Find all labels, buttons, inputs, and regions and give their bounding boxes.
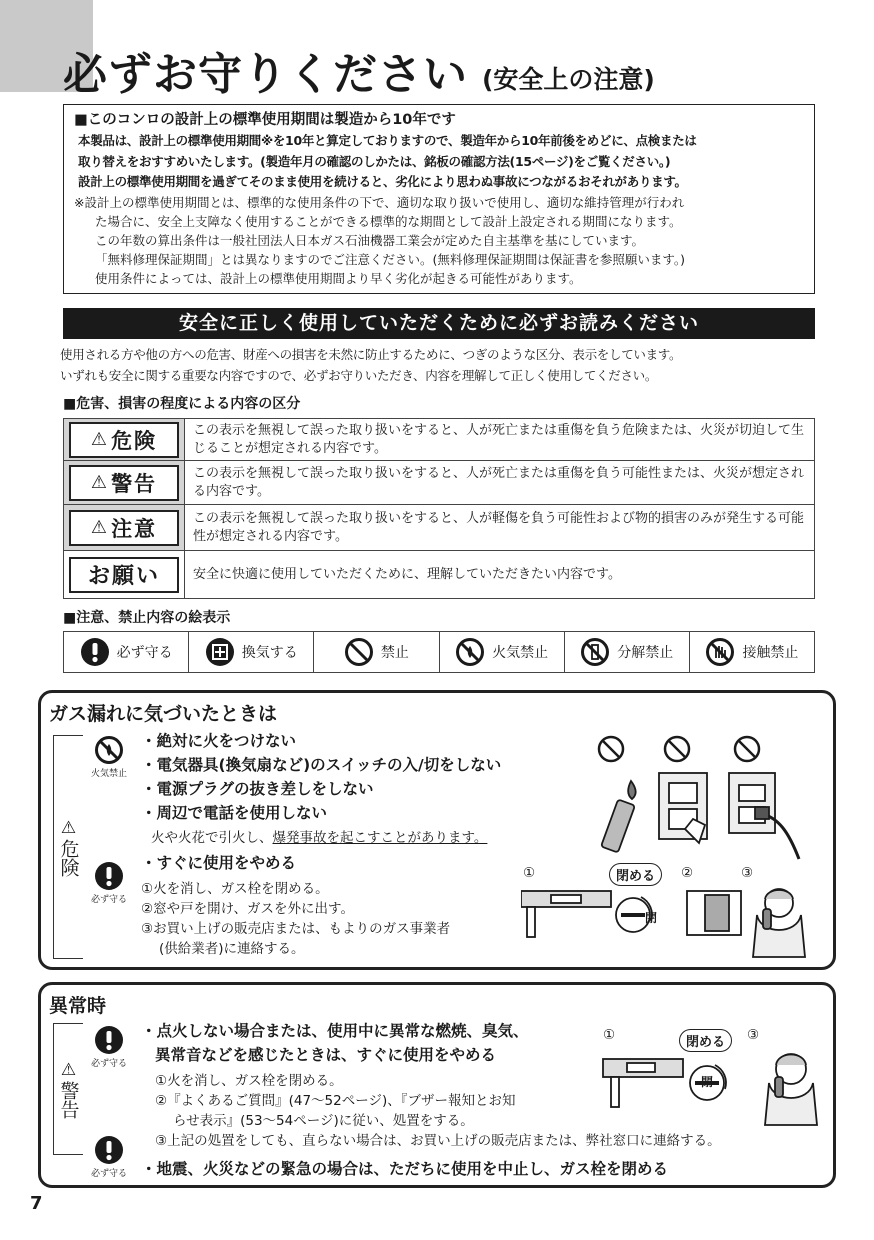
figure-number: ① bbox=[603, 1027, 616, 1043]
warning-triangle-icon: ⚠ bbox=[60, 1060, 77, 1080]
level-label-box bbox=[69, 557, 179, 593]
valve-close-label: 閉 bbox=[645, 911, 658, 925]
gas-leak-item: ・周辺で電話を使用しない bbox=[141, 804, 328, 822]
gas-leak-item: ・電源プラグの抜き差しをしない bbox=[141, 780, 374, 798]
lifespan-body-line: 設計上の標準使用期間を過ぎてそのまま使用を続けると、劣化により思わぬ事故につながるおそれがあります。 bbox=[78, 174, 687, 189]
level-row-request bbox=[64, 551, 815, 599]
no-fire-icon bbox=[455, 637, 485, 667]
gas-leak-step: (供給業者)に連絡する。 bbox=[159, 941, 305, 957]
gas-leak-stop: ・すぐに使用をやめる bbox=[141, 854, 297, 872]
warning-triangle-icon: ⚠ bbox=[90, 472, 110, 493]
level-label: 警告 bbox=[111, 471, 158, 496]
warning-underlined: 爆発事故を起こすことがあります。 bbox=[272, 830, 488, 846]
lifespan-note-line: 「無料修理保証期間」とは異なりますのでご注意ください。(無料修理保証期間は保証書を参照願います。) bbox=[95, 251, 686, 267]
exclamation-icon bbox=[94, 1135, 124, 1165]
must-follow-mark bbox=[91, 1135, 127, 1179]
lifespan-heading: ■このコンロの設計上の標準使用期間は製造から10年です bbox=[74, 112, 456, 128]
icon-caption: 火気禁止 bbox=[91, 769, 128, 779]
level-label-text: 危険 bbox=[57, 839, 80, 877]
intro-text bbox=[60, 345, 820, 386]
must-follow-mark bbox=[91, 1025, 127, 1069]
abnormal-main-line: ・点火しない場合または、使用中に異常な燃焼、臭気、 bbox=[141, 1022, 529, 1040]
symbol-label: 火気禁止 bbox=[492, 645, 549, 661]
no-touch-icon bbox=[705, 637, 735, 667]
gas-leak-section bbox=[38, 690, 836, 970]
safety-band: 安全に正しく使用していただくために必ずお読みください bbox=[63, 308, 815, 339]
intro-line: 使用される方や他の方への危害、財産への損害を未然に防止するために、つぎのような区分、表示をしています。 bbox=[60, 347, 682, 362]
exclamation-icon bbox=[94, 861, 124, 891]
lifespan-box bbox=[63, 104, 815, 294]
title-sub: (安全上の注意) bbox=[482, 65, 655, 94]
prohibition-icon bbox=[344, 637, 374, 667]
abnormal-title: 異常時 bbox=[49, 995, 107, 1017]
warning-triangle-icon: ⚠ bbox=[90, 429, 110, 450]
abnormal-main-line: 異常音などを感じたときは、すぐに使用をやめる bbox=[155, 1046, 497, 1064]
step-figures-illustration bbox=[521, 885, 821, 965]
gas-leak-warning bbox=[151, 828, 487, 848]
icon-caption: 必ず守る bbox=[91, 1169, 128, 1179]
abnormal-step: ①火を消し、ガス栓を閉める。 bbox=[155, 1073, 343, 1089]
abnormal-step: らせ表示』(53〜54ページ)に従い、処置をする。 bbox=[173, 1113, 474, 1129]
page-title bbox=[63, 42, 655, 100]
gas-leak-step: ③お買い上げの販売店または、もよりのガス事業者 bbox=[141, 921, 451, 937]
icon-caption: 必ず守る bbox=[91, 1059, 128, 1069]
level-description: 安全に快適に使用していただくために、理解していただきたい内容です。 bbox=[185, 551, 815, 599]
level-label-text: 警告 bbox=[57, 1081, 80, 1119]
symbol-label: 接触禁止 bbox=[742, 645, 799, 661]
abnormal-step: ③上記の処置をしても、直らない場合は、お買い上げの販売店または、弊社窓口に連絡する。 bbox=[155, 1133, 721, 1149]
warning-text: 火や火花で引火し、 bbox=[151, 830, 273, 846]
level-description: この表示を無視して誤った取り扱いをすると、人が死亡または重傷を負う可能性または、火災が想定される内容です。 bbox=[185, 461, 815, 505]
title-main: 必ずお守りください bbox=[63, 49, 468, 100]
level-label-danger bbox=[53, 735, 83, 959]
ventilation-icon bbox=[205, 637, 235, 667]
symbol-cell bbox=[565, 632, 690, 672]
figure-number: ① bbox=[523, 865, 536, 881]
level-label-box bbox=[69, 510, 179, 546]
exclamation-icon bbox=[94, 1025, 124, 1055]
level-row-caution bbox=[64, 505, 815, 551]
symbol-cell bbox=[189, 632, 314, 672]
level-label-warning bbox=[53, 1023, 83, 1155]
valve-close-label: 閉 bbox=[701, 1075, 714, 1089]
symbol-label: 必ず守る bbox=[116, 645, 173, 661]
prohibited-actions-illustration bbox=[589, 733, 829, 863]
symbol-cell bbox=[314, 632, 439, 672]
level-label: 危険 bbox=[111, 428, 158, 453]
gas-leak-step: ①火を消し、ガス栓を閉める。 bbox=[141, 881, 329, 897]
intro-line: いずれも安全に関する重要な内容ですので、必ずお守りいただき、内容を理解して正しく使用してください。 bbox=[60, 367, 658, 383]
lifespan-note-line: ※設計上の標準使用期間とは、標準的な使用条件の下で、適切な取り扱いで使用し、適切な維持管理が行われ bbox=[74, 194, 685, 210]
no-disassembly-icon bbox=[580, 637, 610, 667]
figure-number: ② bbox=[681, 865, 694, 881]
symbol-cell bbox=[64, 632, 189, 672]
levels-table bbox=[63, 418, 815, 599]
gas-leak-step: ②窓や戸を開け、ガスを外に出す。 bbox=[141, 901, 354, 917]
icon-caption: 必ず守る bbox=[91, 895, 128, 905]
symbol-cell bbox=[440, 632, 565, 672]
close-label: 閉める bbox=[679, 1029, 732, 1052]
lifespan-body-line: 取り替えをおすすめいたします。(製造年月の確認のしかたは、銘板の確認方法(15ページ)をご覧ください。) bbox=[78, 153, 671, 169]
symbols-heading: ■注意、禁止内容の絵表示 bbox=[63, 610, 231, 626]
symbol-cell bbox=[690, 632, 814, 672]
level-label-box bbox=[69, 465, 179, 501]
page-number: 7 bbox=[30, 1193, 43, 1214]
lifespan-note-line: 使用条件によっては、設計上の標準使用期間より早く劣化が起きる可能性があります。 bbox=[95, 270, 582, 286]
symbols-row bbox=[63, 631, 815, 673]
abnormal-step: ②『よくあるご質問』(47〜52ページ)、『ブザー報知とお知 bbox=[155, 1093, 516, 1109]
level-label: 注意 bbox=[111, 516, 158, 541]
level-description: この表示を無視して誤った取り扱いをすると、人が軽傷を負う可能性および物的損害のみが発生する可能性が想定される内容です。 bbox=[185, 505, 815, 551]
exclamation-icon bbox=[80, 637, 110, 667]
abnormal-section bbox=[38, 982, 836, 1188]
symbol-label: 換気する bbox=[241, 645, 298, 661]
level-label-box bbox=[69, 422, 179, 458]
lifespan-body-line: 本製品は、設計上の標準使用期間※を10年と算定しておりますので、製造年から10年前後をめどに、点検または bbox=[78, 133, 697, 148]
lifespan-note-line: た場合に、安全上支障なく使用することができる標準的な期間として設計上設定される期間になります。 bbox=[95, 213, 682, 229]
levels-heading: ■危害、損害の程度による内容の区分 bbox=[63, 396, 301, 412]
warning-triangle-icon: ⚠ bbox=[60, 818, 77, 838]
gas-leak-item: ・電気器具(換気扇など)のスイッチの入/切をしない bbox=[141, 756, 502, 774]
level-label: お願い bbox=[87, 564, 160, 589]
symbol-label: 分解禁止 bbox=[617, 645, 674, 661]
no-fire-icon bbox=[94, 735, 124, 765]
fire-prohibited-mark bbox=[91, 735, 127, 779]
figure-number: ③ bbox=[747, 1027, 760, 1043]
level-row-warning bbox=[64, 461, 815, 505]
gas-leak-item: ・絶対に火をつけない bbox=[141, 732, 297, 750]
must-follow-mark bbox=[91, 861, 127, 905]
abnormal-figures-illustration bbox=[601, 1049, 827, 1127]
warning-triangle-icon: ⚠ bbox=[90, 517, 110, 538]
abnormal-emergency: ・地震、火災などの緊急の場合は、ただちに使用を中止し、ガス栓を閉める bbox=[141, 1160, 669, 1178]
symbol-label: 禁止 bbox=[380, 645, 409, 661]
figure-number: ③ bbox=[741, 865, 754, 881]
gas-leak-title: ガス漏れに気づいたときは bbox=[49, 703, 278, 725]
level-description: この表示を無視して誤った取り扱いをすると、人が死亡または重傷を負う危険または、火災が切迫して生じることが想定される内容です。 bbox=[185, 419, 815, 461]
lifespan-note-line: この年数の算出条件は一般社団法人日本ガス石油機器工業会が定めた自主基準を基にしています。 bbox=[95, 232, 645, 248]
close-label: 閉める bbox=[609, 863, 662, 886]
level-row-danger bbox=[64, 419, 815, 461]
